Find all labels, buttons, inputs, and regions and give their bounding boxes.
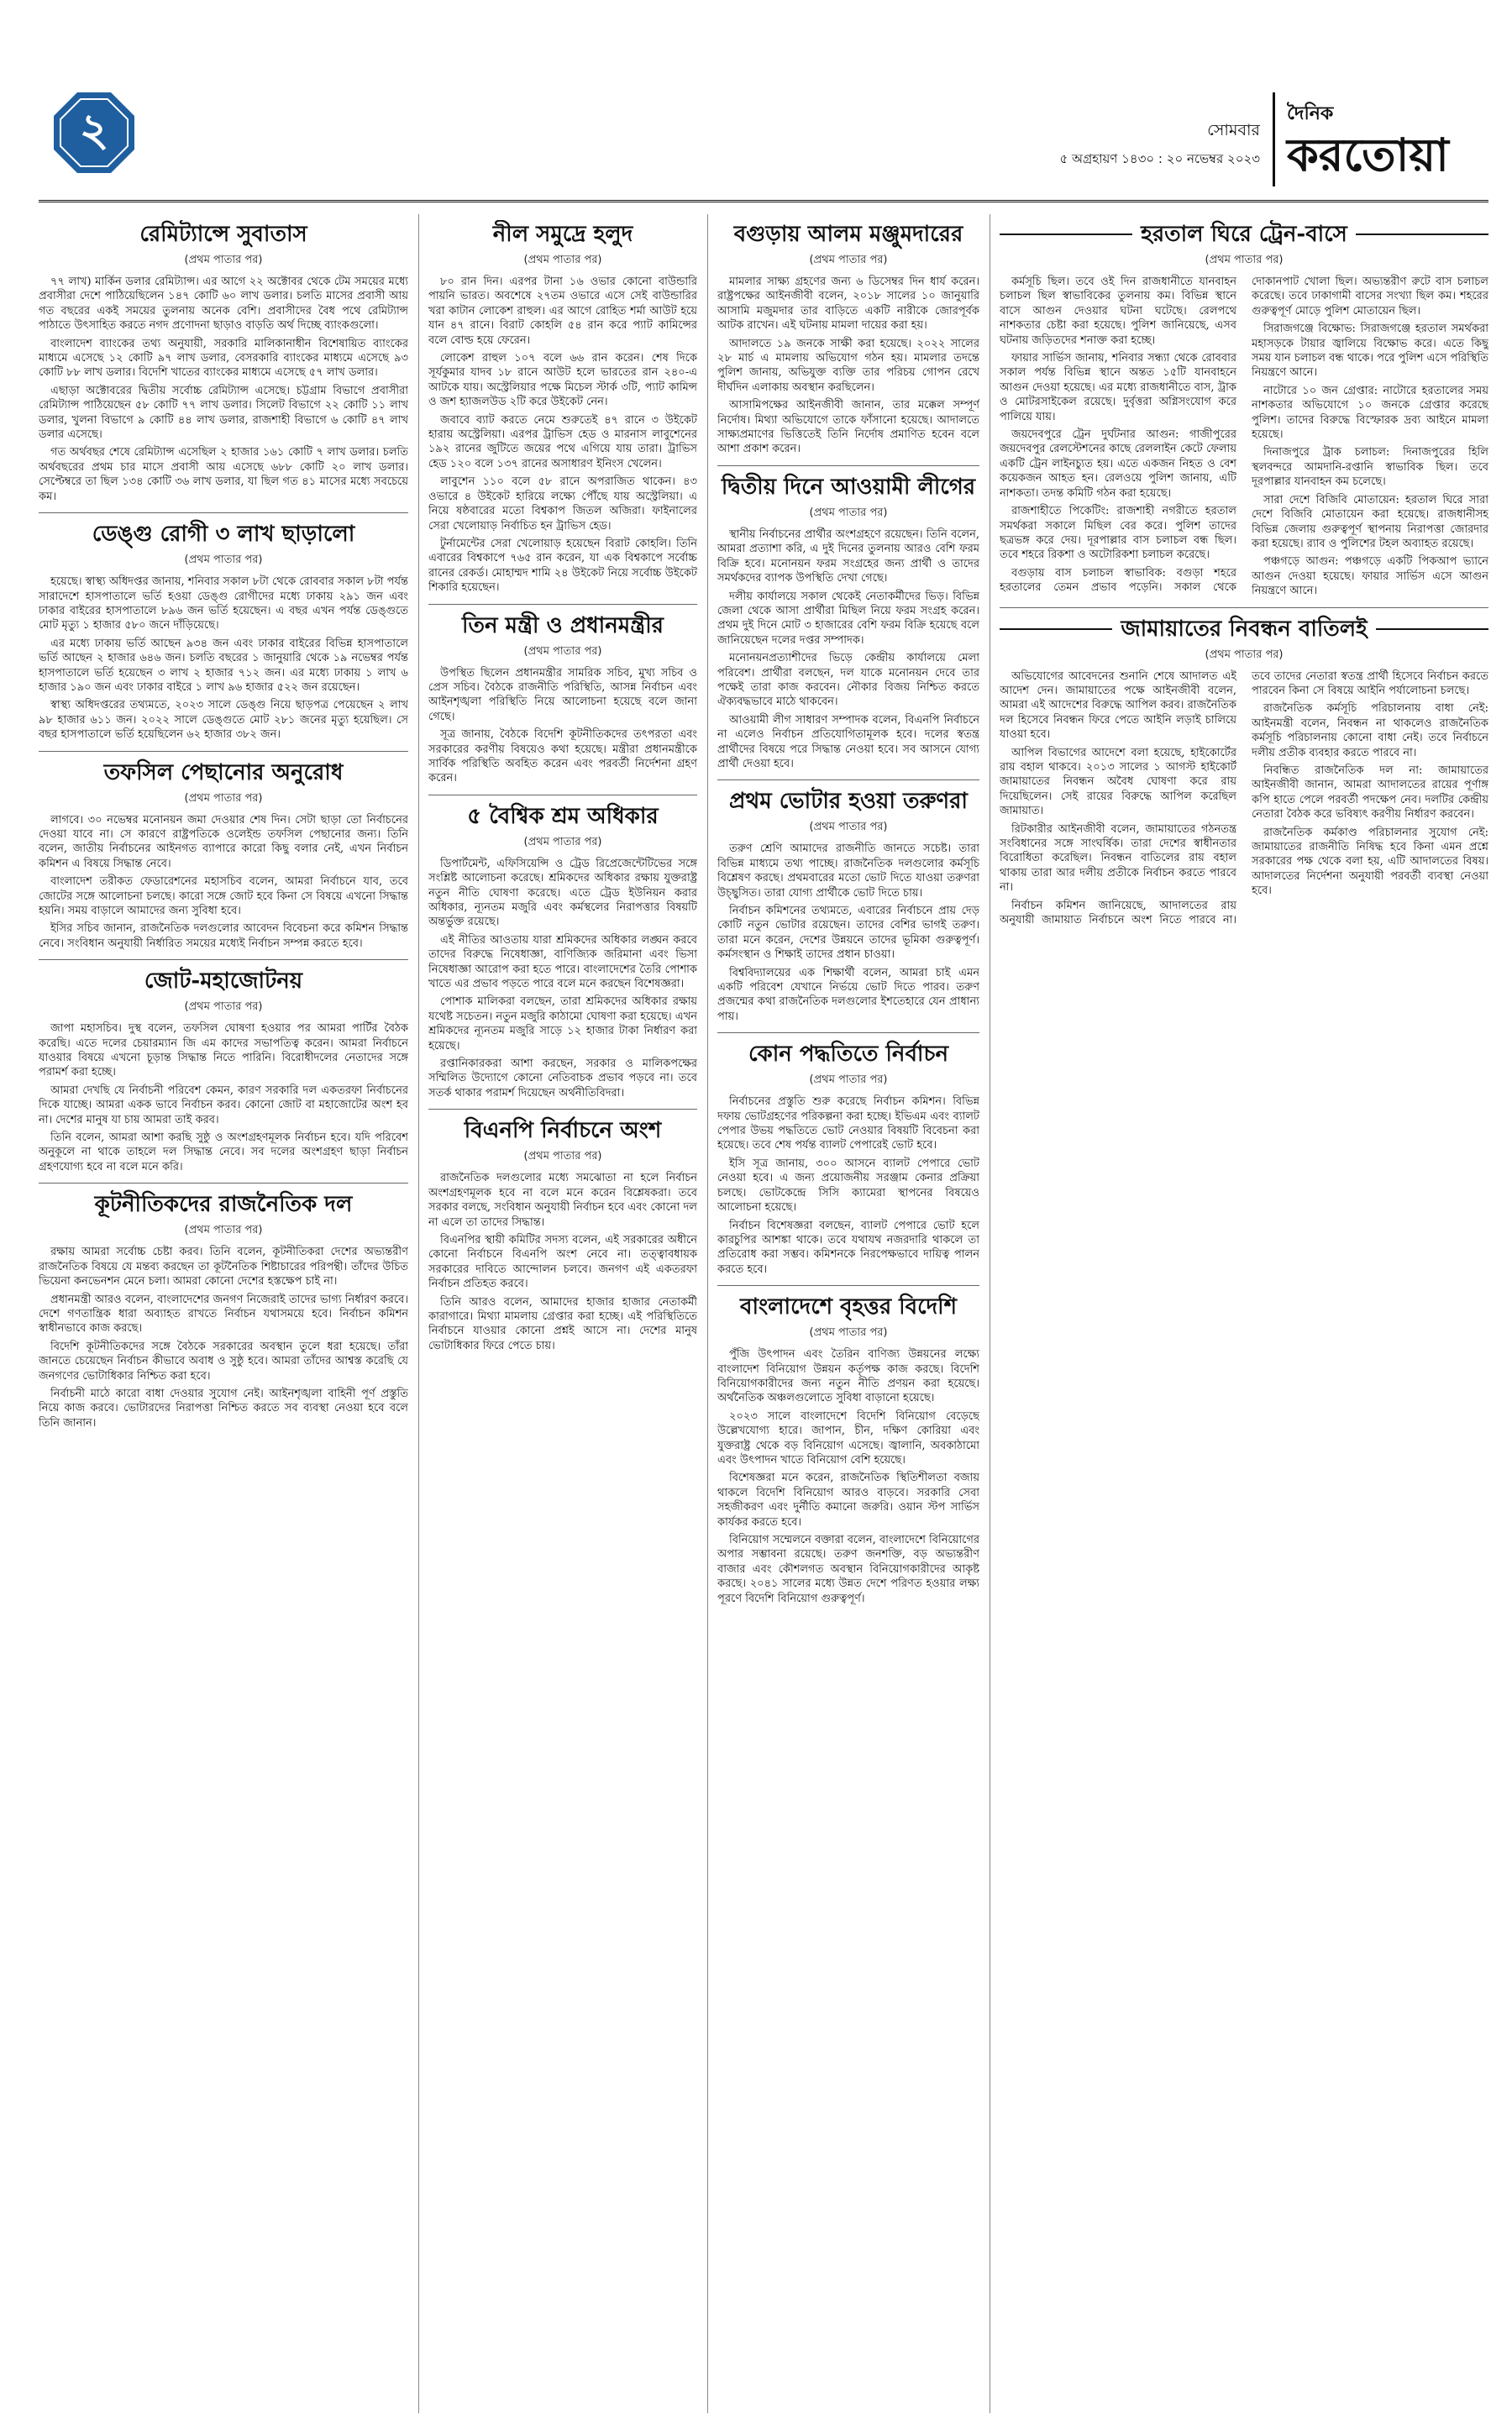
article-paragraph: বাংলাদেশ ব্যাংকের তথ্য অনুযায়ী, সরকারি মালিকানাধীন বিশেষায়িত ব্যাংকের মাধ্যমে এসেছে ১২ কোটি ৯৭ লাখ ডলার, বেসরকারি ব্যাংকের মাধ্যমে এসেছে ৯৩ কোটি ৮৮ লাখ ডলার। বিদেশি খাতের ব্যাংকের মাধ্যমে এসেছে ৫৭ লাখ ডলার। xyxy=(39,337,408,380)
article-paragraph: বিশেষজ্ঞরা মনে করেন, রাজনৈতিক স্থিতিশীলতা বজায় থাকলে বিদেশি বিনিয়োগ আরও বাড়বে। সরকারি সেবা সহজীকরণ এবং দুর্নীতি কমানো জরুরি। ওয়ান স্টপ সার্ভিস কার্যকর করতে হবে। xyxy=(717,1472,979,1529)
article-body xyxy=(717,275,979,457)
article xyxy=(428,220,697,596)
article-headline: বিএনপি নির্বাচনে অংশ xyxy=(464,1118,662,1144)
page-number-badge xyxy=(52,91,136,175)
article-paragraph: বিশ্ববিদ্যালয়ের এক শিক্ষার্থী বলেন, আমরা চাই এমন একটি পরিবেশ যেখানে নির্ভয়ে ভোট দিতে পারব। তরুণ প্রজন্মের কথা রাজনৈতিক দলগুলোর ইশতেহারে যেন প্রাধান্য পায়। xyxy=(717,966,979,1023)
article-paragraph: এছাড়া অক্টোবরের দ্বিতীয় সর্বোচ্চ রেমিট্যান্স এসেছে। চট্টগ্রাম বিভাগে প্রবাসীরা রেমিট্যান্স পাঠিয়েছেন ৫৮ কোটি ৭৭ লাখ ডলার। সিলেট বিভাগে ২২ কোটি ১১ লাখ ডলার, খুলনা বিভাগে ৯ কোটি ৪৪ লাখ ডলার, রাজশাহী বিভাগে ৬ কোটি ৪৭ লাখ ডলার এসেছে। xyxy=(39,384,408,442)
article-paragraph: সিরাজগঞ্জে বিক্ষোভ: সিরাজগঞ্জে হরতাল সমর্থকরা মহাসড়কে টায়ার জ্বালিয়ে বিক্ষোভ করে। এতে কিছু সময় যান চলাচল বন্ধ থাকে। পরে পুলিশ এসে পরিস্থিতি নিয়ন্ত্রণে আনে। xyxy=(1252,323,1488,380)
article-body xyxy=(39,275,408,504)
newspaper-logo xyxy=(1273,92,1488,186)
article xyxy=(39,1190,408,1430)
article-paragraph: রপ্তানিকারকরা আশা করছেন, সরকার ও মালিকপক্ষের সম্মিলিত উদ্যোগে কোনো নেতিবাচক প্রভাব পড়বে না। তবে সতর্ক থাকার পরামর্শ দিয়েছেন অর্থনীতিবিদরা। xyxy=(428,1058,697,1100)
article-paragraph: নির্বাচন কমিশন জানিয়েছে, আদালতের রায় অনুযায়ী জামায়াত নির্বাচনে অংশ নিতে পারবে না। তবে তাদের নেতারা স্বতন্ত্র প্রার্থী হিসেবে নির্বাচন করতে পারবেন কিনা সে বিষয়ে আইনি পর্যালোচনা চলছে। xyxy=(1000,669,1488,927)
logo-small-text: দৈনিক xyxy=(1287,103,1334,124)
article-paragraph: ফায়ার সার্ভিস জানায়, শনিবার সন্ধ্যা থেকে রোববার সকাল পর্যন্ত বিভিন্ন স্থানে অন্তত ১৫টি যানবাহনে আগুন দেওয়া হয়েছে। এর মধ্যে রাজধানীতে বাস, ট্রাক ও মোটরসাইকেল রয়েছে। দুর্বৃত্তরা অগ্নিসংযোগ করে পালিয়ে যায়। xyxy=(1000,352,1236,423)
article-paragraph: নির্বাচনী মাঠে কারো বাধা দেওয়ার সুযোগ নেই। আইনশৃঙ্খলা বাহিনী পূর্ণ প্রস্তুতি নিয়ে কাজ করবে। ভোটারদের নিরাপত্তা নিশ্চিত করতে সব ব্যবস্থা নেওয়া হবে বলে তিনি জানান। xyxy=(39,1387,408,1430)
article-paragraph: বিদেশি কূটনীতিকদের সঙ্গে বৈঠকে সরকারের অবস্থান তুলে ধরা হয়েছে। তাঁরা জানতে চেয়েছেন নির্বাচন কীভাবে অবাধ ও সুষ্ঠু হবে। আমরা তাঁদের আশ্বস্ত করেছি যে জনগণের ভোটাধিকার নিশ্চিত করা হবে। xyxy=(39,1340,408,1383)
article-divider xyxy=(428,1109,697,1110)
article-paragraph: নাটোরে ১০ জন গ্রেপ্তার: নাটোরে হরতালের সময় নাশকতার অভিযোগে ১০ জনকে গ্রেপ্তার করেছে পুলিশ। তাদের বিরুদ্ধে বিস্ফোরক দ্রব্য আইনে মামলা হয়েছে। xyxy=(1252,384,1488,442)
article xyxy=(717,1040,979,1277)
article-divider xyxy=(717,1285,979,1286)
article-paragraph: রাজশাহীতে পিকেটিং: রাজশাহী নগরীতে হরতাল সমর্থকরা সকালে মিছিল বের করে। পুলিশ তাদের ছত্রভঙ্গ করে দেয়। দূরপাল্লার বাস চলাচল বন্ধ ছিল। তবে শহরে রিকশা ও অটোরিকশা চলাচল করেছে। xyxy=(1000,505,1236,562)
column-3 xyxy=(717,220,979,2412)
article-paragraph: ইসি সূত্র জানায়, ৩০০ আসনে ব্যালট পেপারে ভোট নেওয়া হবে। এ জন্য প্রয়োজনীয় সরঞ্জাম কেনার প্রক্রিয়া চলছে। ভোটকেন্দ্রে সিসি ক্যামেরা স্থাপনের বিষয়েও আলোচনা হয়েছে। xyxy=(717,1157,979,1215)
article-paragraph: বিনিয়োগ সম্মেলনে বক্তারা বলেন, বাংলাদেশে বিনিয়োগের অপার সম্ভাবনা রয়েছে। তরুণ জনশক্তি, বড় অভ্যন্তরীণ বাজার এবং কৌশলগত অবস্থান বিনিয়োগকারীদের আকৃষ্ট করছে। ২০৪১ সালের মধ্যে উন্নত দেশে পরিণত হওয়ার লক্ষ্য পূরণে বিদেশি বিনিয়োগ গুরুত্বপূর্ণ। xyxy=(717,1534,979,1605)
article-paragraph: আদালতে ১৯ জনকে সাক্ষী করা হয়েছে। ২০২২ সালের ২৮ মার্চ এ মামলায় অভিযোগ গঠন হয়। মামলার তদন্তে পুলিশ জানায়, অভিযুক্ত ব্যক্তি তার পরিচয় গোপন রেখে দীর্ঘদিন এলাকায় অবস্থান করছিলেন। xyxy=(717,337,979,394)
article-headline: জামায়াতের নিবন্ধন বাতিলই xyxy=(1000,615,1488,643)
article-paragraph: জবাবে ব্যাট করতে নেমে শুরুতেই ৪৭ রানে ৩ উইকেট হারায় অস্ট্রেলিয়া। এরপর ট্রাভিস হেড ও মারনাস লাবুশেনের ১৯২ রানের জুটিতে জয়ের পথে এগিয়ে যায় তারা। ট্রাভিস হেড ১২০ বলে ১৩৭ রানের অসাধারণ ইনিংস খেলেন। xyxy=(428,413,697,470)
article-paragraph: তরুণ শ্রেণি আমাদের রাজনীতি জানতে সচেষ্ট। তারা বিভিন্ন মাধ্যমে তথ্য পাচ্ছে। রাজনৈতিক দলগুলোর কর্মসূচি বিশ্লেষণ করছে। প্রথমবারের মতো ভোট দিতে যাওয়া তরুণরা উচ্ছ্বসিত। তারা যোগ্য প্রার্থীকে ভোট দিতে চায়। xyxy=(717,842,979,900)
article-divider xyxy=(39,512,408,513)
article-paragraph: নির্বাচনের প্রস্তুতি শুরু করেছে নির্বাচন কমিশন। বিভিন্ন দফায় ভোটগ্রহণের পরিকল্পনা করা হচ্ছে। ইভিএম এবং ব্যালট পেপার উভয় পদ্ধতিতে ভোট নেওয়ার বিষয়টি বিবেচনা করা হয়েছে। তবে শেষ পর্যন্ত ব্যালট পেপারেই ভোট হবে। xyxy=(717,1095,979,1152)
article-paragraph: প্রধানমন্ত্রী আরও বলেন, বাংলাদেশের জনগণ নিজেরাই তাদের ভাগ্য নির্ধারণ করবে। দেশে গণতান্ত্রিক ধারা অব্যাহত রাখতে নির্বাচন যথাসময়ে হবে। নির্বাচন কমিশন স্বাধীনভাবে কাজ করছে। xyxy=(39,1293,408,1336)
article-headline: রেমিট্যান্সে সুবাতাস xyxy=(139,222,307,247)
article-paragraph: রক্ষায় আমরা সর্বোচ্চ চেষ্টা করব। তিনি বলেন, কূটনীতিকরা দেশের অভ্যন্তরীণ রাজনৈতিক বিষয়ে যে মন্তব্য করছেন তা কূটনৈতিক শিষ্টাচারের পরিপন্থী। তাঁদের উচিত ভিয়েনা কনভেনশন মেনে চলা। আমরা কোনো দেশের হস্তক্ষেপ চাই না। xyxy=(39,1246,408,1288)
continued-label: (প্রথম পাতার পর) xyxy=(809,506,888,519)
article-paragraph: দলীয় কার্যালয়ে সকাল থেকেই নেতাকর্মীদের ভিড়। বিভিন্ন জেলা থেকে আসা প্রার্থীরা মিছিল নিয়ে ফরম সংগ্রহ করেন। প্রথম দুই দিনে মোট ৩ হাজারের বেশি ফরম বিক্রি হয়েছে বলে জানিয়েছেন দলের দপ্তর সম্পাদক। xyxy=(717,590,979,647)
article-body xyxy=(717,842,979,1024)
continued-label: (প্রথম পাতার পর) xyxy=(184,1224,263,1237)
article-paragraph: জয়দেবপুরে ট্রেন দুর্ঘটনার আগুন: গাজীপুরের জয়দেবপুর রেলস্টেশনের কাছে রেললাইন কেটে ফেলায় একটি ট্রেন লাইনচ্যুত হয়। এতে একজন নিহত ও বেশ কয়েকজন আহত হন। রেলওয়ে পুলিশ জানায়, এটি নাশকতা। তদন্ত কমিটি গঠন করা হয়েছে। xyxy=(1000,428,1236,500)
article xyxy=(39,758,408,952)
article-paragraph: আসামিপক্ষের আইনজীবী জানান, তার মক্কেল সম্পূর্ণ নির্দোষ। মিথ্যা অভিযোগে তাকে ফাঁসানো হয়েছে। আদালতে সাক্ষ্যপ্রমাণের ভিত্তিতেই তিনি নির্দোষ প্রমাণিত হবেন বলে আশা প্রকাশ করেন। xyxy=(717,399,979,456)
article-paragraph: রিটকারীর আইনজীবী বলেন, জামায়াতের গঠনতন্ত্র সংবিধানের সঙ্গে সাংঘর্ষিক। তারা দেশের স্বাধীনতার বিরোধিতা করেছিল। নিবন্ধন বাতিলের রায় বহাল থাকায় তারা আর দলীয় প্রতীকে নির্বাচন করতে পারবে না। xyxy=(1000,822,1236,895)
article-paragraph: সারা দেশে বিজিবি মোতায়েন: হরতাল ঘিরে সারা দেশে বিজিবি মোতায়েন করা হয়েছে। রাজধানীসহ বিভিন্ন জেলায় গুরুত্বপূর্ণ স্থাপনায় নিরাপত্তা জোরদার করা হয়েছে। র‌্যাব ও পুলিশের টহল অব্যাহত রয়েছে। xyxy=(1252,493,1488,550)
continued-label: (প্রথম পাতার পর) xyxy=(523,835,602,848)
article-body xyxy=(39,575,408,742)
article-paragraph: ৮০ রান দিন। এরপর টানা ১৬ ওভার কোনো বাউন্ডারি পায়নি ভারত। অবশেষে ২৭তম ওভারে এসে সেই বাউন্ডারির খরা কাটান লোকেশ রাহুল। এর আগে রোহিত শর্মা আউট হয়ে যান ৪৭ রানে। বিরাট কোহলি ৫৪ রান করে প্যাট কামিন্সের বলে বোল্ড হয়ে ফেরেন। xyxy=(428,276,697,347)
article-divider xyxy=(717,465,979,466)
article-body xyxy=(717,527,979,772)
article-paragraph: তিনি আরও বলেন, আমাদের হাজার হাজার নেতাকর্মী কারাগারে। মিথ্যা মামলায় গ্রেপ্তার করা হচ্ছে। এই পরিস্থিতিতে নির্বাচনে যাওয়ার কোনো প্রশ্নই আসে না। দেশের মানুষ ভোটাধিকার ফিরে পেতে চায়। xyxy=(428,1295,697,1352)
article-paragraph: আমরা দেখছি যে নির্বাচনী পরিবেশ কেমন, কারণ সরকারি দল একতরফা নির্বাচনের দিকে যাচ্ছে। আমরা একক ভাবে নির্বাচন করব। কোনো জোট বা মহাজোটের অংশ হব না। দেশের মানুষ যা চায় আমরা তাই করব। xyxy=(39,1084,408,1126)
article-paragraph: লাবুশেন ১১০ বলে ৫৮ রানে অপরাজিত থাকেন। ৪৩ ওভারে ৪ উইকেট হারিয়ে লক্ষ্যে পৌঁছে যায় অস্ট্রেলিয়া। এ নিয়ে ষষ্ঠবারের মতো বিশ্বকাপ জিতল অজিরা। ফাইনালের সেরা খেলোয়াড় নির্বাচিত হন ট্রাভিস হেড। xyxy=(428,475,697,533)
article-divider xyxy=(1000,607,1488,608)
article-divider xyxy=(717,1032,979,1033)
article-paragraph: জাপা মহাসচিব। দুস্থ বলেন, তফসিল ঘোষণা হওয়ার পর আমরা পার্টির বৈঠক করেছি। এতে দলের চেয়ারম্যান জি এম কাদের সভাপতিত্ব করেন। আমরা নির্বাচনে যাওয়ার বিষয়ে এখনো চূড়ান্ত সিদ্ধান্ত নিতে পারিনি। বিরোধীদলের নেতাদের সঙ্গে পরামর্শ করা হচ্ছে। xyxy=(39,1022,408,1079)
article-headline: হরতাল ঘিরে ট্রেন-বাসে xyxy=(1000,220,1488,249)
continued-label: (প্রথম পাতার পর) xyxy=(809,254,888,266)
article-paragraph: আওয়ামী লীগ সাধারণ সম্পাদক বলেন, বিএনপি নির্বাচনে না এলেও নির্বাচন প্রতিযোগিতামূলক হবে। দলের স্বতন্ত্র প্রার্থীদের বিষয়ে পরে সিদ্ধান্ত নেওয়া হবে। সব আসনে যোগ্য প্রার্থী দেওয়া হবে। xyxy=(717,713,979,770)
article xyxy=(428,1116,697,1353)
article-body xyxy=(428,666,697,786)
article-body xyxy=(1000,669,1488,928)
article-paragraph: ডিপার্টমেন্ট, এফিসিয়েন্সি ও ট্রেড রিপ্রেজেন্টেটিভের সঙ্গে সংশ্লিষ্ট আলোচনা করেছে। শ্রমিকদের অধিকার রক্ষায় যুক্তরাষ্ট্র নতুন নীতি ঘোষণা করেছে। এতে ট্রেড ইউনিয়ন করার অধিকার, ন্যূনতম মজুরি এবং কর্মস্থলের নিরাপত্তার বিষয়টি অন্তর্ভুক্ত রয়েছে। xyxy=(428,857,697,929)
article-paragraph: আপিল বিভাগের আদেশে বলা হয়েছে, হাইকোর্টের রায় বহাল থাকবে। ২০১৩ সালের ১ আগস্ট হাইকোর্ট জামায়াতের নিবন্ধন অবৈধ ঘোষণা করে রায় দিয়েছিলেন। সেই রায়ের বিরুদ্ধে আপিল করেছিল জামায়াত। xyxy=(1000,746,1236,818)
article-divider xyxy=(717,779,979,780)
article-headline: ৫ বৈশ্বিক শ্রম অধিকার xyxy=(467,803,659,829)
article-paragraph: নির্বাচন বিশেষজ্ঞরা বলছেন, ব্যালট পেপারে ভোট হলে কারচুপির আশঙ্কা থাকে। তবে যথাযথ নজরদারি থাকলে তা প্রতিরোধ করা সম্ভব। কমিশনকে নিরপেক্ষভাবে দায়িত্ব পালন করতে হবে। xyxy=(717,1219,979,1276)
article-body xyxy=(717,1347,979,1606)
article-paragraph: পুঁজি উৎপাদন এবং তৈরিন বাণিজ্য উন্নয়নের লক্ষ্যে বাংলাদেশ বিনিয়োগ উন্নয়ন কর্তৃপক্ষ কাজ করছে। বিদেশি বিনিয়োগকারীদের জন্য নতুন নীতি প্রণয়ন করা হয়েছে। অর্থনৈতিক অঞ্চলগুলোতে সুবিধা বাড়ানো হয়েছে। xyxy=(717,1348,979,1405)
continued-label: (প্রথম পাতার পর) xyxy=(809,1326,888,1340)
logo-big-text: করতোয়া xyxy=(1287,129,1449,181)
article-body xyxy=(39,813,408,952)
article-paragraph: বিএনপির স্থায়ী কমিটির সদস্য বলেন, এই সরকারের অধীনে কোনো নির্বাচনে বিএনপি অংশ নেবে না। তত্ত্বাবধায়ক সরকারের দাবিতে আন্দোলন চলবে। জনগণ এই একতরফা নির্বাচন প্রতিহত করবে। xyxy=(428,1233,697,1291)
column-1 xyxy=(39,220,408,2412)
article-paragraph: হয়েছে। স্বাস্থ্য অধিদপ্তর জানায়, শনিবার সকাল ৮টা থেকে রোববার সকাল ৮টা পর্যন্ত সারাদেশে হাসপাতালে ভর্তি হওয়া ডেঙ্গু রোগীদের মধ্যে ঢাকায় ২৯১ জন এবং ঢাকার বাইরের হাসপাতালে ৮৯৬ জন ভর্তি হয়েছেন। এ বছর এখন পর্যন্ত ডেঙ্গুতে মোট মৃত্যু ১ হাজার ৫৮০ জনে দাঁড়িয়েছে। xyxy=(39,575,408,632)
article-body xyxy=(428,275,697,596)
column-2 xyxy=(428,220,697,2412)
continued-label: (প্রথম পাতার পর) xyxy=(523,254,602,266)
article-headline: ডেঙ্গু রোগী ৩ লাখ ছাড়ালো xyxy=(92,522,355,548)
continued-label: (প্রথম পাতার পর) xyxy=(1205,254,1284,266)
article-paragraph: অভিযোগের আবেদনের শুনানি শেষে আদালত এই আদেশ দেন। জামায়াতের পক্ষে আইনজীবী বলেন, আমরা এই আদেশের বিরুদ্ধে আপিল করব। রাজনৈতিক দল হিসেবে নিবন্ধন ফিরে পেতে আইনি লড়াই চালিয়ে যাওয়া হবে। xyxy=(1000,669,1236,742)
article-paragraph: বগুড়ায় বাস চলাচল স্বাভাবিক: বগুড়া শহরে হরতালের তেমন প্রভাব পড়েনি। সকাল থেকে দোকানপাট খোলা ছিল। অভ্যন্তরীণ রুটে বাস চলাচল করেছে। তবে ঢাকাগামী বাসের সংখ্যা ছিল কম। শহরের গুরুত্বপূর্ণ মোড়ে পুলিশ মোতায়েন ছিল। xyxy=(1000,276,1488,595)
article-divider xyxy=(39,959,408,960)
date-block xyxy=(1060,116,1261,173)
article-body xyxy=(39,1245,408,1430)
article-paragraph: মনোনয়নপ্রত্যাশীদের ভিড়ে কেন্দ্রীয় কার্যালয়ে মেলা পরিবেশ। প্রার্থীরা বলছেন, দল যাকে মনোনয়ন দেবে তার পক্ষেই তারা কাজ করবেন। নৌকার বিজয় নিশ্চিত করতে ঐক্যবদ্ধভাবে মাঠে থাকবেন। xyxy=(717,652,979,709)
continued-label: (প্রথম পাতার পর) xyxy=(184,254,263,266)
article-paragraph: বাংলাদেশ তরীকত ফেডারেশনের মহাসচিব বলেন, আমরা নির্বাচনে যাব, তবে জোটের সঙ্গে আলোচনা চলছে। কারো সঙ্গে জোট হবে কিনা সে বিষয়ে এখনো সিদ্ধান্ত হয়নি। সময় বাড়ালে আমাদের জন্য সুবিধা হবে। xyxy=(39,875,408,917)
article-headline: নীল সমুদ্রে হলুদ xyxy=(492,222,633,247)
continued-label: (প্রথম পাতার পর) xyxy=(523,644,602,658)
article-paragraph: পোশাক মালিকরা বলছেন, তারা শ্রমিকদের অধিকার রক্ষায় যথেষ্ট সচেতন। নতুন মজুরি কাঠামো ঘোষণা করা হয়েছে। এখন শ্রমিকদের ন্যূনতম মজুরি সাড়ে ১২ হাজার টাকা নির্ধারণ করা হয়েছে। xyxy=(428,995,697,1052)
article-body xyxy=(717,1094,979,1277)
article-paragraph: মামলার সাক্ষ্য গ্রহণের জন্য ৬ ডিসেম্বর দিন ধার্য করেন। রাষ্ট্রপক্ষের আইনজীবী বলেন, ২০১৮ সালের ১০ জানুয়ারি আসামি মজুমদার তার বাড়িতে একটি নারীকে জোরপূর্বক আটক রাখেন। এই ঘটনায় মামলা দায়ের করা হয়। xyxy=(717,276,979,333)
continued-label: (প্রথম পাতার পর) xyxy=(184,791,263,805)
continued-label: (প্রথম পাতার পর) xyxy=(809,1073,888,1087)
article-headline: তিন মন্ত্রী ও প্রধানমন্ত্রীর xyxy=(462,612,664,638)
article-headline: তফসিল পেছানোর অনুরোধ xyxy=(103,759,344,785)
column-divider xyxy=(418,214,419,2413)
article-divider xyxy=(39,751,408,752)
article-paragraph: কর্মসূচি ছিল। তবে ওই দিন রাজধানীতে যানবাহন চলাচল ছিল স্বাভাবিকের তুলনায় কম। বিভিন্ন স্থানে বাসে আগুন দেওয়ার ঘটনা ঘটেছে। রেলপথে নাশকতার চেষ্টা করা হয়েছে। পুলিশ জানিয়েছে, এসব ঘটনায় জড়িতদের শনাক্ত করা হচ্ছে। xyxy=(1000,276,1236,347)
article-divider xyxy=(428,604,697,605)
article-paragraph: ইসির সচিব জানান, রাজনৈতিক দলগুলোর আবেদন বিবেচনা করে কমিশন সিদ্ধান্ত নেবে। সংবিধান অনুযায়ী নির্ধারিত সময়ের মধ্যেই নির্বাচন সম্পন্ন করতে হবে। xyxy=(39,922,408,950)
article-paragraph: তিনি বলেন, আমরা আশা করছি সুষ্ঠু ও অংশগ্রহণমূলক নির্বাচন হবে। যদি পরিবেশ অনুকূলে না থাকে তাহলে দল সিদ্ধান্ত নেবে। সব দলের অংশগ্রহণ ছাড়া নির্বাচন গ্রহণযোগ্য হবে না বলে মনে করি। xyxy=(39,1131,408,1173)
article xyxy=(717,220,979,457)
article-body xyxy=(1000,275,1488,599)
masthead-rule xyxy=(39,200,1488,202)
column-divider xyxy=(707,214,708,2413)
article xyxy=(717,787,979,1024)
masthead xyxy=(0,0,1512,210)
article-paragraph: উপস্থিত ছিলেন প্রধানমন্ত্রীর সামরিক সচিব, মুখ্য সচিব ও প্রেস সচিব। বৈঠকে রাজনীতি পরিস্থিতি, আসন্ন নির্বাচন এবং আইনশৃঙ্খলা পরিস্থিতি নিয়ে আলোচনা হয়েছে বলে জানা গেছে। xyxy=(428,666,697,723)
article-paragraph: স্থানীয় নির্বাচনের প্রার্থীর অংশগ্রহণে রয়েছেন। তিনি বলেন, আমরা প্রত্যাশা করি, এ দুই দিনের তুলনায় আরও বেশি ফরম বিক্রি হবে। মনোনয়ন ফরম সংগ্রহের জন্য প্রার্থী ও তাদের সমর্থকদের ব্যাপক উপস্থিতি দেখা গেছে। xyxy=(717,527,979,585)
article-paragraph: নিবন্ধিত রাজনৈতিক দল না: জামায়াতের আইনজীবী জানান, আমরা আদালতের রায়ের পূর্ণাঙ্গ কপি হাতে পেলে পরবর্তী পদক্ষেপ নেব। দলটির কেন্দ্রীয় নেতারা বৈঠক করে ভবিষ্যৎ করণীয় নির্ধারণ করবেন। xyxy=(1252,764,1488,821)
article-body xyxy=(428,857,697,1101)
article xyxy=(39,220,408,504)
article-paragraph: ৭৭ লাখ) মার্কিন ডলার রেমিট্যান্স। এর আগে ২২ অক্টোবর থেকে টেম সময়ের মধ্যে প্রবাসীরা দেশে পাঠিয়েছিলেন ১৪৭ কোটি ৬০ লাখ ডলার। চলতি মাসের প্রবাসী আয় গত বছরের একই সময়ের তুলনায় অনেক বেশি। প্রবাসীদের বৈধ পথে রেমিট্যান্স পাঠাতে উৎসাহিত করতে নগদ প্রণোদনা ছাড়াও বাড়তি অর্থ দিচ্ছে ব্যাংকগুলো। xyxy=(39,276,408,333)
article-divider xyxy=(39,1183,408,1184)
article-headline: কোন পদ্ধতিতে নির্বাচন xyxy=(748,1042,949,1068)
article xyxy=(1000,615,1488,928)
article-paragraph: স্বাস্থ্য অধিদপ্তরের তথ্যমতে, ২০২৩ সালে ডেঙ্গু নিয়ে ছাড়পত্র পেয়েছেন ২ লাখ ৯৮ হাজার ৬১১ জন। ২০২২ সালে ডেঙ্গুতে মোট ২৮১ জনের মৃত্যু হয়েছিল। সে বছর হাসপাতালে ভর্তি হয়েছিলেন ৬২ হাজার ৩৮২ জন। xyxy=(39,699,408,742)
article-body xyxy=(428,1171,697,1353)
article-paragraph: রাজনৈতিক দলগুলোর মধ্যে সমঝোতা না হলে নির্বাচন অংশগ্রহণমূলক হবে না বলে মনে করেন বিশ্লেষকরা। তবে সরকার বলছে, সংবিধান অনুযায়ী নির্বাচন হবে এবং কোনো দল না এলে তা তাদের সিদ্ধান্ত। xyxy=(428,1172,697,1229)
page-number: ২ xyxy=(79,103,109,156)
article xyxy=(428,611,697,786)
article-paragraph: রাজনৈতিক কর্মসূচি পরিচালনায় বাধা নেই: আইনমন্ত্রী বলেন, নিবন্ধন না থাকলেও রাজনৈতিক কর্মসূচি পরিচালনায় কোনো বাধা নেই। তবে নির্বাচনে দলীয় প্রতীক ব্যবহার করতে পারবে না। xyxy=(1252,702,1488,759)
article-paragraph: এই নীতির আওতায় যারা শ্রমিকদের অধিকার লঙ্ঘন করবে তাদের বিরুদ্ধে নিষেধাজ্ঞা, বাণিজ্যিক জরিমানা এবং ভিসা নিষেধাজ্ঞা আরোপ করা হতে পারে। বাংলাদেশের তৈরি পোশাক খাতে এর প্রভাব পড়তে পারে বলে মনে করছেন বিশেষজ্ঞরা। xyxy=(428,933,697,991)
article-paragraph: পঞ্চগড়ে আগুন: পঞ্চগড়ে একটি পিকআপ ভ্যানে আগুন দেওয়া হয়েছে। ফায়ার সার্ভিস এসে আগুন নিয়ন্ত্রণে আনে। xyxy=(1252,555,1488,598)
article-paragraph: লাগবে। ৩০ নভেম্বর মনোনয়ন জমা দেওয়ার শেষ দিন। সেটা ছাড়া তো নির্বাচনের দেওয়া যাবে না। সে কারণে রাষ্ট্রপতিকে ওলেইন্ড তফসিল পেছানোর জন্য। তিনি বলেন, জাতীয় নির্বাচনের আইনগত ব্যাপারে কারো কিছু বলার নেই, এখন নির্বাচন কমিশন এ বিষয়ে সিদ্ধান্ত নেবে। xyxy=(39,813,408,870)
continued-label: (প্রথম পাতার পর) xyxy=(809,821,888,834)
article xyxy=(717,473,979,772)
date-line: ৫ অগ্রহায়ণ ১৪৩০ : ২০ নভেম্বর ২০২৩ xyxy=(1059,151,1260,166)
article-headline: দ্বিতীয় দিনে আওয়ামী লীগের xyxy=(721,474,976,500)
article-paragraph: রাজনৈতিক কর্মকাণ্ড পরিচালনার সুযোগ নেই: জামায়াতের রাজনীতি নিষিদ্ধ হবে কিনা এমন প্রশ্নে সরকারের পক্ষ থেকে বলা হয়, এটি আদালতের বিষয়। আদালতের নির্দেশনা অনুযায়ী পরবর্তী ব্যবস্থা নেওয়া হবে। xyxy=(1252,826,1488,898)
continued-label: (প্রথম পাতার পর) xyxy=(523,1150,602,1163)
article xyxy=(1000,220,1488,599)
article-paragraph: নির্বাচন কমিশনের তথ্যমতে, এবারের নির্বাচনে প্রায় দেড় কোটি নতুন ভোটার রয়েছেন। তাদের বেশির ভাগই তরুণ। তারা মনে করেন, দেশের উন্নয়নে তাদের ভূমিকা গুরুত্বপূর্ণ। কর্মসংস্থান ও শিক্ষাই তাদের প্রধান চাওয়া। xyxy=(717,905,979,962)
continued-label: (প্রথম পাতার পর) xyxy=(184,554,263,567)
article-body xyxy=(39,1021,408,1174)
article-paragraph: লোকেশ রাহুল ১০৭ বলে ৬৬ রান করেন। শেষ দিকে সূর্যকুমার যাদব ১৮ রানে আউট হলে ভারতের রান ২৪০-এ আটকে যায়। অস্ট্রেলিয়ার পক্ষে মিচেল স্টার্ক ৩টি, প্যাট কামিন্স ও জশ হ্যাজলউড ২টি করে উইকেট নেন। xyxy=(428,352,697,409)
continued-label: (প্রথম পাতার পর) xyxy=(184,1000,263,1014)
article xyxy=(39,967,408,1174)
weekday: সোমবার xyxy=(1207,121,1260,139)
article-paragraph: এর মধ্যে ঢাকায় ভর্তি আছেন ৯৩৪ জন এবং ঢাকার বাইরের বিভিন্ন হাসপাতালে ভর্তি আছেন ২ হাজার ৬৪৬ জন। চলতি বছরের ১ জানুয়ারি থেকে ১৯ নভেম্বর পর্যন্ত হাসপাতালে ভর্তি হয়েছেন ৩ লাখ ২ হাজার ৭১২ জন। এর মধ্যে ঢাকায় ১ লাখ ৬ হাজার ১৯০ জন এবং ঢাকার বাইরে ১ লাখ ৯৬ হাজার ৫২২ জন রয়েছেন। xyxy=(39,637,408,694)
article-paragraph: দিনাজপুরে ট্রাক চলাচল: দিনাজপুরের হিলি স্থলবন্দরে আমদানি-রপ্তানি স্বাভাবিক ছিল। তবে দূরপাল্লার যানবাহন কম চলেছে। xyxy=(1252,446,1488,489)
article xyxy=(428,802,697,1101)
article xyxy=(39,520,408,742)
column-4 xyxy=(1000,220,1488,2412)
article-headline: প্রথম ভোটার হওয়া তরুণরা xyxy=(729,789,968,815)
article-headline: বগুড়ায় আলম মঞ্জুমদারের xyxy=(733,222,963,247)
article-paragraph: টুর্নামেন্টের সেরা খেলোয়াড় হয়েছেন বিরাট কোহলি। তিনি এবারের বিশ্বকাপে ৭৬৫ রান করেন, যা এক বিশ্বকাপে সর্বোচ্চ রানের রেকর্ড। মোহাম্মদ শামি ২৪ উইকেট নিয়ে সর্বোচ্চ উইকেট শিকারি হয়েছেন। xyxy=(428,537,697,595)
article-paragraph: গত অর্থবছর শেষে রেমিট্যান্স এসেছিল ২ হাজার ১৬১ কোটি ৭ লাখ ডলার। চলতি অর্থবছরের প্রথম চার মাসে প্রবাসী আয় এসেছে ৬৮৮ কোটি ২০ লাখ ডলার। সেপ্টেম্বরে তা ছিল ১৩৪ কোটি ৩৬ লাখ ডলার, যা ছিল গত ৪১ মাসের মধ্যে সবচেয়ে কম। xyxy=(39,446,408,503)
continued-label: (প্রথম পাতার পর) xyxy=(1205,648,1284,661)
article-headline: জোট-মহাজোটনয় xyxy=(144,968,303,995)
article-headline: কূটনীতিকদের রাজনৈতিক দল xyxy=(94,1192,353,1218)
article-headline: বাংলাদেশে বৃহত্তর বিদেশি xyxy=(739,1294,958,1320)
article-paragraph: ২০২৩ সালে বাংলাদেশে বিদেশি বিনিয়োগ বেড়েছে উল্লেখযোগ্য হারে। জাপান, চীন, দক্ষিণ কোরিয়া এবং যুক্তরাষ্ট্র থেকে বড় বিনিয়োগ এসেছে। জ্বালানি, অবকাঠামো এবং উৎপাদন খাতে বিনিয়োগ বেশি হয়েছে। xyxy=(717,1409,979,1467)
article xyxy=(717,1293,979,1606)
article-paragraph: সূত্র জানায়, বৈঠকে বিদেশি কূটনীতিকদের তৎপরতা এবং সরকারের করণীয় বিষয়েও কথা হয়েছে। মন্ত্রীরা প্রধানমন্ত্রীকে সার্বিক পরিস্থিতি অবহিত করেন এবং পরবর্তী নির্দেশনা গ্রহণ করেন। xyxy=(428,728,697,785)
